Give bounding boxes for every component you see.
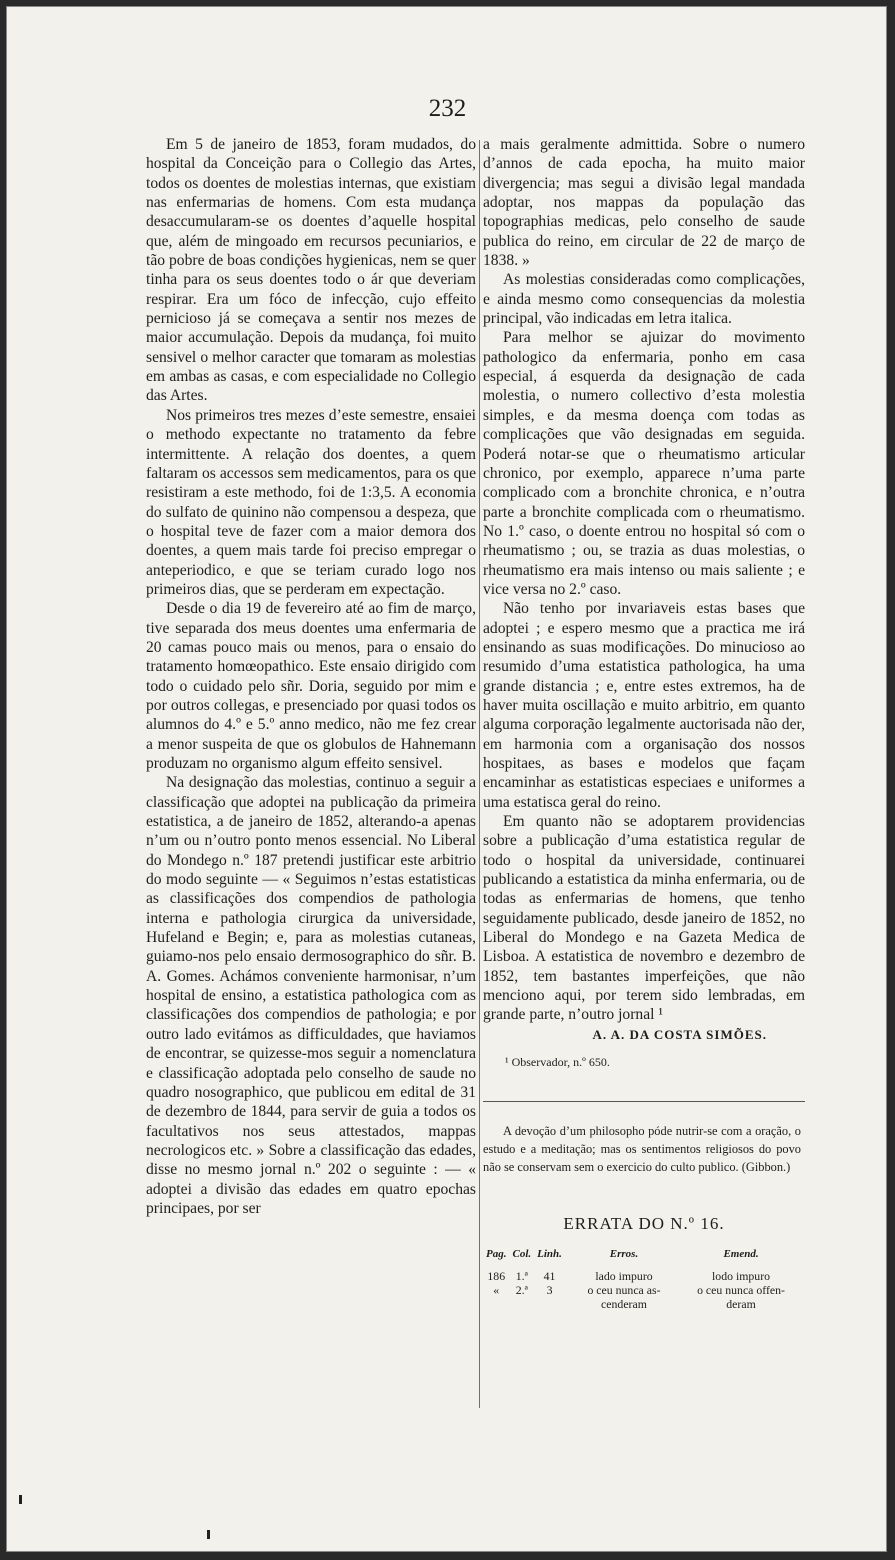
paragraph: Desde o dia 19 de fevereiro até ao fim de março, tive separada dos meus doentes uma enfermaria de 20 camas pouco mais ou menos, para o ensaio do tratamento homœopathico. Este ensaio dirigido com todo o cuidado pelo sñr. Doria, seguido por mim e por outros collegas, e presenciado por quasi todos os alumnos do 4.º e 5.º anno medico, não me fez crear a menor suspeita de que os globulos de Hahnemann produzam no organismo algum effeito sensivel. <box>146 600 476 772</box>
paragraph: Na designação das molestias, continuo a seguir a classificação que adoptei na publicação da primeira estatistica, a de janeiro de 1852, alterando-a apenas n’um ou n’outro ponto menos essencial. No Liberal do Mondego n.º 187 pretendi justificar este arbitrio do modo seguinte — « Seguimos n’estas estatisticas as classificações dos compendios de pathologia interna e pathologia cirurgica da universidade, Hufeland e Begin; e, para as molestias cutaneas, guiamo-nos pelo ensaio dermosographico do sñr. B. A. Gomes. Achámos conveniente harmonisar, n’um hospital de ensino, a estatistica pathologica com as classificações dos compendios de pathologia; e por outro lado evitámos as difficuldades, que haviamos de encontrar, se quizesse-mos seguir a nomenclatura e classificação adoptada pelo conselho de saude no quadro nosographico, que publicou em edital de 31 de dezembro de 1844, para servir de guia a todos os facultativos nos seus attestados, mappas necrologicos etc. » Sobre a classificação das edades, disse no mesmo jornal n.º 202 o seguinte : — « adoptei a divisão das edades em quatro epochas principaes, por ser <box>146 774 476 1217</box>
paragraph: Em quanto não se adoptarem providencias sobre a publicação d’uma estatistica regular de todo o hospital da universidade, continuarei publicando a estatistica da minha enfermaria, ou de todas as enfermarias de homens, que tenho seguidamente publicado, desde janeiro de 1852, no Liberal do Mondego e na Gazeta Medica de Lisboa. A estatistica de novembro e dezembro de 1852, tem bastantes imperfeições, que não menciono aqui, por terem sido lembradas, em grande parte, n’outro jornal ¹ <box>483 813 805 1024</box>
header-emend: Emend. <box>723 1247 759 1260</box>
errata-table <box>483 1245 799 1311</box>
header-linh: Linh. <box>537 1247 562 1260</box>
scanned-page <box>6 6 887 1552</box>
right-column <box>483 135 805 1311</box>
header-col: Col. <box>512 1247 532 1260</box>
scan-speck <box>207 1530 210 1539</box>
left-column <box>146 135 476 1218</box>
paragraph: Não tenho por invariaveis estas bases que adoptei ; e espero mesmo que a practica me irá ensinando as suas modificações. Do minucioso ao resumido d’uma estatistica pathologica, ha uma grande distancia ; e, entre estes extremos, ha de haver muita oscillação e muito arbitrio, em quanto alguma corporação legalmente auctorisada não der, em harmonia com a organisação dos nossos hospitaes, as bases e modelos que façam encaminhar as estatisticas especiaes e uniformes a uma estatisca geral do reino. <box>483 600 805 811</box>
footnote: ¹ Observador, n.º 650. <box>505 1055 610 1070</box>
cell-pag: 186 <box>487 1269 506 1284</box>
paragraph: Em 5 de janeiro de 1853, foram mudados, do hospital da Conceição para o Collegio das Artes, todos os doentes de molestias internas, que existiam nas enfermarias de homens. Com esta mudança desaccumularam-se os doentes d’aquelle hospital que, além de mingoado em recursos pecuniarios, e tão pobre de boas condições hygienicas, nem se quer tinha para os seus doentes todo o ár que deveriam respirar. Era um fóco de infecção, cujo effeito pernicioso já se começava a sentir nos mezes de maior accumulação. Depois da mudança, foi muito sensivel o melhor caracter que tomaram as molestias em ambas as casas, e com especialidade no Collegio das Artes. <box>146 136 476 405</box>
paragraph: Nos primeiros tres mezes d’este semestre, ensaiei o methodo expectante no tratamento da febre intermittente. A relação dos doentes, a quem faltaram os accessos sem medicamentos, para os que resistiram a este methodo, foi de 1:3,5. A economia do sulfato de quinino não compensou a despeza, que o hospital teve de fazer com a maior demora dos doentes, a quem mais tarde foi preciso empregar o anteperiodico, e que se teriam curado logo nos primeiros dias, que se perderam em expectação. <box>146 406 476 598</box>
errata-title: ERRATA DO N.º 16. <box>563 1213 725 1233</box>
table-row <box>483 1283 799 1311</box>
cell-emend: o ceu nunca offen deram <box>697 1283 785 1312</box>
scan-speck <box>19 1495 22 1504</box>
table-row <box>483 1269 799 1283</box>
header-pag: Pag. <box>486 1247 507 1260</box>
cell-pag: « <box>493 1283 500 1298</box>
cell-erros: o ceu nunca as cenderam <box>587 1283 661 1312</box>
section-divider <box>483 1101 805 1102</box>
cell-erros: lado impuro <box>595 1269 653 1284</box>
gibbon-quote: A devoção d’um philosopho póde nutrir-se com a oração, o estudo e a meditação; mas os sentimentos religiosos do povo não se conservam sem o exercicio do culto publico. (Gibbon.) <box>483 1123 801 1174</box>
cell-col: 2.ª <box>515 1283 528 1298</box>
header-erros: Erros. <box>609 1247 639 1260</box>
paragraph: Para melhor se ajuizar do movimento pathologico da enfermaria, ponho em casa especial, á esquerda da designação de cada molestia, o numero collectivo d’esta molestia simples, e da mesma doença com todas as complicações que vão designadas em seguida. Poderá notar-se que o rheumatismo articular chronico, por exemplo, apparece n’uma parte complicado com a bronchite chronica, e n’outra parte a bronchite complicada com o rheumatismo. No 1.º caso, o doente entrou no hospital só com o rheumatismo ; ou, se trazia as duas molestias, o rheumatismo era mais intenso ou mais saliente ; e vice versa no 2.º caso. <box>483 329 805 598</box>
cell-linh: 3 <box>546 1283 553 1298</box>
paragraph: As molestias consideradas como complicações, e ainda mesmo como consequencias da molestia principal, vão indicadas em letra italica. <box>483 271 805 328</box>
cell-col: 1.ª <box>515 1269 528 1284</box>
author-signature: A. A. DA COSTA SIMÕES. <box>592 1026 767 1042</box>
paragraph: a mais geralmente admittida. Sobre o numero d’annos de cada epocha, ha muito maior divergencia; mas segui a divisão legal mandada adoptar, nos mappas da população das topographias medicas, pelo conselho de saude publica do reino, em circular de 22 de março de 1838. » <box>483 136 805 270</box>
cell-emend: lodo impuro <box>712 1269 771 1284</box>
page-number: 232 <box>428 95 467 122</box>
column-divider <box>479 140 480 1408</box>
errata-header-row <box>483 1245 799 1269</box>
cell-linh: 41 <box>543 1269 556 1284</box>
